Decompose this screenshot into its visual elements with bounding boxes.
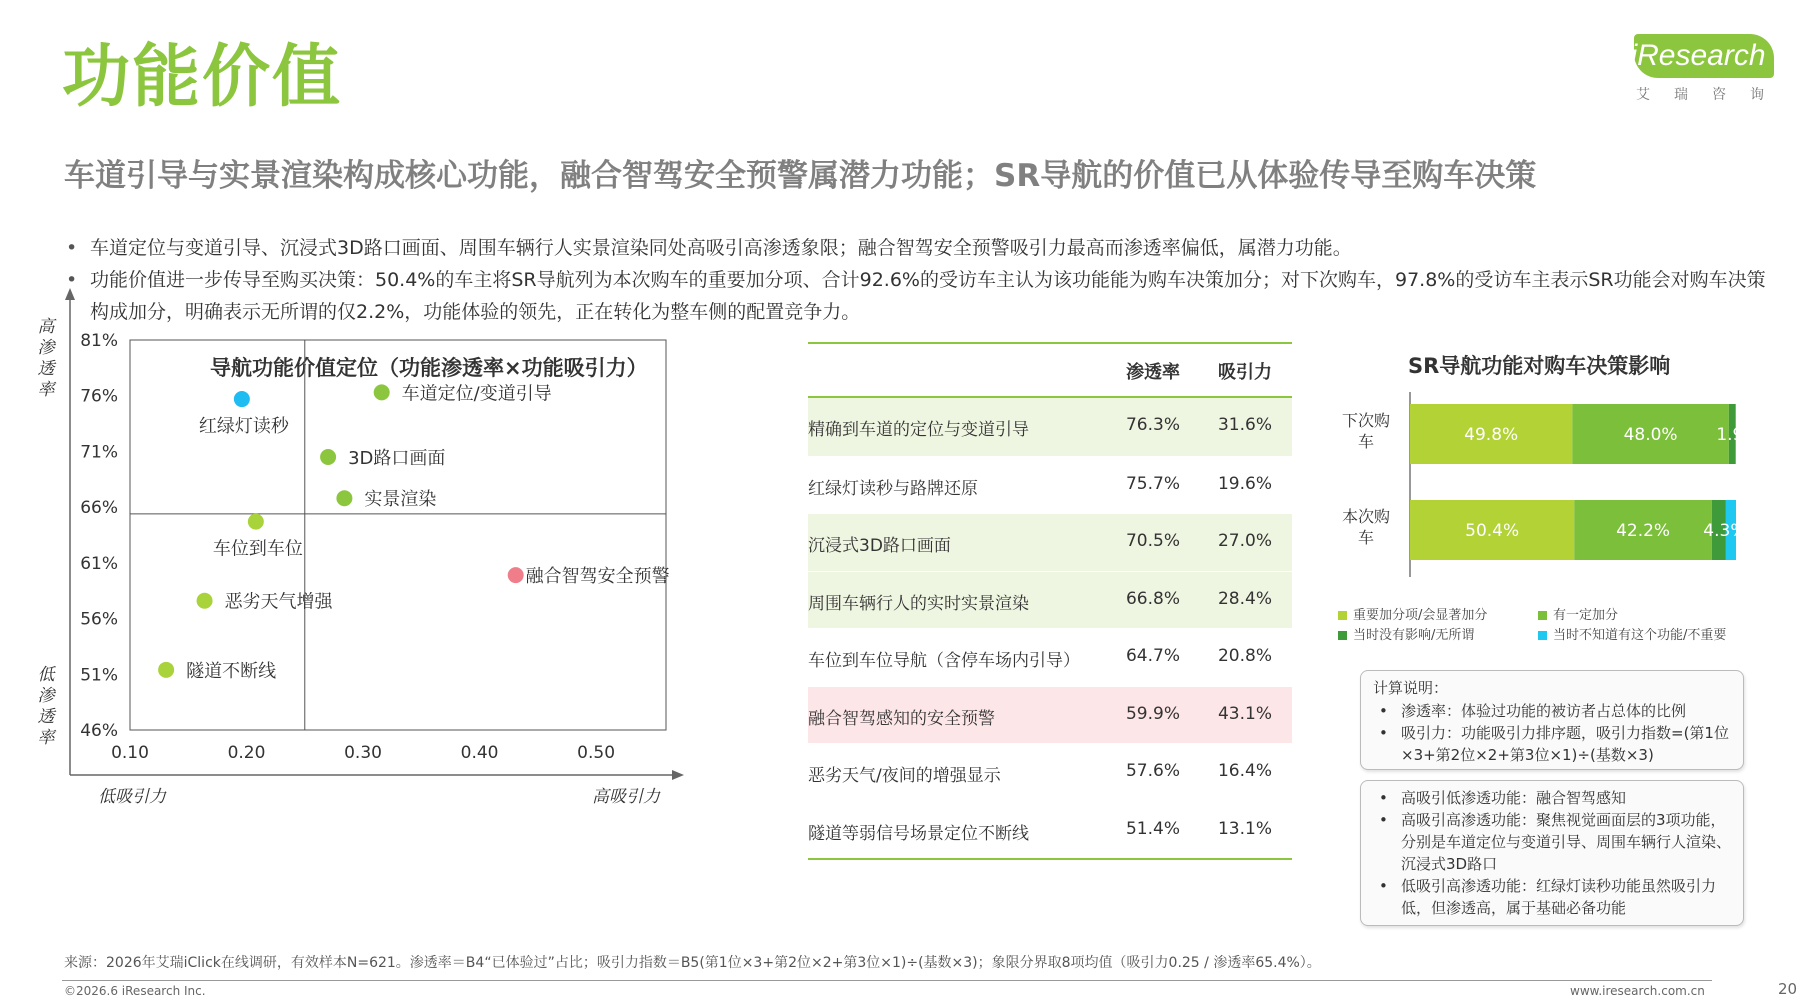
y-tick-label: 56%: [80, 609, 118, 630]
header-attraction: 吸引力: [1218, 362, 1272, 383]
bar-value-label: 49.8%: [1464, 425, 1519, 445]
point-label: 恶劣天气增强: [224, 591, 333, 613]
calc-note-box: [1360, 670, 1744, 770]
table-row: [808, 801, 1292, 859]
x-label-low: 低吸引力: [98, 787, 166, 807]
feature-table: [808, 342, 1292, 860]
data-point: [234, 391, 250, 407]
legend-swatch: [1338, 631, 1347, 640]
attraction-cell: 16.4%: [1217, 761, 1272, 781]
penetration-cell: 75.7%: [1125, 473, 1180, 494]
data-point: [320, 449, 336, 465]
y-tick-label: 71%: [80, 442, 118, 463]
data-point: [197, 593, 213, 609]
feature-name-cell: 红绿灯读秒与路牌还原: [808, 478, 978, 499]
point-label: 车道定位/变道引导: [401, 383, 552, 405]
calc-note-title: 计算说明：: [1373, 679, 1449, 697]
legend-label: 当时没有影响/无所谓: [1353, 628, 1475, 643]
page-subtitle: 车道引导与实景渲染构成核心功能，融合智驾安全预警属潜力功能；SR导航的价值已从体验传导至购车决策: [64, 158, 1537, 194]
table-row: [808, 398, 1292, 456]
feature-name-cell: 车位到车位导航（含停车场内引导）: [808, 651, 1080, 671]
data-point: [508, 567, 524, 583]
calc-note-item: • 渗透率：体验过功能的被访者占总体的比例: [1373, 700, 1733, 722]
table-row: [808, 571, 1292, 629]
bullet-item: • 车道定位与变道引导、沉浸式3D路口画面、周围车辆行人实景渲染同处高吸引高渗透象限；融合智驾安全预警吸引力最高而渗透率偏低，属潜力功能。: [66, 232, 1766, 264]
axis-label-char: 渗: [37, 686, 55, 706]
table-row: [808, 456, 1292, 514]
legend-item: [1338, 604, 1487, 623]
logo-research: Research: [1637, 39, 1766, 72]
bar-category-label: 下次购: [1341, 411, 1391, 430]
penetration-cell: 59.9%: [1125, 703, 1180, 724]
quadrant-note-item: • 高吸引低渗透功能：融合智驾感知: [1373, 787, 1733, 809]
bar-value-label: 50.4%: [1465, 521, 1520, 541]
attraction-cell: 31.6%: [1217, 415, 1272, 435]
penetration-cell: 76.3%: [1125, 415, 1180, 435]
feature-name-cell: 隧道等弱信号场景定位不断线: [808, 823, 1029, 844]
scatter-chart-title: 导航功能价值定位（功能渗透率×功能吸引力）: [210, 356, 648, 380]
copyright: ©2026.6 iResearch Inc.: [64, 984, 206, 998]
header-penetration: 渗透率: [1126, 362, 1180, 383]
attraction-cell: 43.1%: [1217, 703, 1272, 724]
y-tick-label: 76%: [80, 386, 118, 407]
x-tick-label: 0.40: [460, 743, 499, 763]
table-bottom-rule: [808, 858, 1292, 860]
y-label-low: [38, 665, 58, 748]
source-note: 来源：2026年艾瑞iClick在线调研，有效样本N=621。渗透率＝B4“已体验过”占比；吸引力指数＝B5(第1位×3+第2位×2+第3位×1)÷(基数×3)；象限分界取8项均值（吸引力0.25 / 渗透率65.4%）。: [64, 955, 1321, 971]
point-label: 车位到车位: [212, 538, 303, 560]
footer-divider: [62, 980, 1712, 981]
axis-label-char: 渗: [37, 338, 55, 358]
y-tick-label: 81%: [80, 331, 118, 351]
legend-label: 重要加分项/会显著加分: [1353, 608, 1488, 623]
y-tick-label: 51%: [80, 665, 118, 686]
x-tick-label: 0.20: [227, 743, 266, 763]
y-tick-label: 46%: [80, 721, 118, 741]
penetration-cell: 70.5%: [1125, 531, 1180, 551]
bar-value-label: 1.9%: [1716, 425, 1760, 445]
y-label-high: [38, 317, 58, 400]
bar-value-label: 42.2%: [1616, 521, 1671, 541]
feature-name-cell: 恶劣天气/夜间的增强显示: [808, 766, 1001, 786]
axis-label-char: 率: [37, 380, 55, 400]
quadrant-note-item: • 低吸引高渗透功能：红绿灯读秒功能虽然吸引力低，但渗透高，属于基础必备功能: [1373, 875, 1733, 919]
point-label: 实景渲染: [364, 489, 437, 511]
legend-label: 有一定加分: [1553, 608, 1619, 623]
table-row: [808, 513, 1292, 571]
table-row: [808, 628, 1292, 686]
y-tick-label: 61%: [80, 553, 118, 574]
page-title: 功能价值: [62, 38, 343, 117]
bar-category-label: 本次购: [1341, 507, 1391, 526]
point-label: 融合智驾安全预警: [525, 566, 670, 588]
feature-name-cell: 精确到车道的定位与变道引导: [808, 420, 1029, 440]
axis-label-char: 低: [37, 665, 55, 685]
axis-label-char: 高: [37, 317, 55, 337]
penetration-cell: 57.6%: [1125, 761, 1180, 781]
penetration-cell: 66.8%: [1125, 588, 1180, 609]
x-label-high: 高吸引力: [592, 787, 660, 807]
legend-swatch: [1538, 611, 1547, 620]
bar-category-label: 车: [1357, 432, 1375, 451]
x-tick-label: 0.50: [577, 743, 616, 763]
penetration-cell: 64.7%: [1125, 646, 1180, 666]
data-point: [158, 662, 174, 678]
legend-item: [1538, 604, 1618, 623]
data-point: [248, 514, 264, 530]
table-row: [808, 686, 1292, 744]
table-header: [808, 344, 1292, 396]
iresearch-logo: [1622, 34, 1788, 104]
quadrant-note-box: [1360, 780, 1744, 926]
feature-name-cell: 沉浸式3D路口画面: [808, 536, 951, 556]
point-label: 3D路口画面: [348, 448, 446, 469]
attraction-cell: 20.8%: [1217, 646, 1272, 666]
axis-label-char: 透: [37, 359, 55, 379]
axis-label-char: 透: [37, 707, 55, 727]
feature-name-cell: 融合智驾感知的安全预警: [808, 708, 995, 729]
penetration-cell: 51.4%: [1125, 818, 1180, 839]
bar-value-label: 4.3%: [1703, 521, 1747, 541]
data-point: [374, 384, 390, 400]
calc-note-item: • 吸引力：功能吸引力排序题，吸引力指数=(第1位×3+第2位×2+第3位×1)÷(基数×3): [1373, 722, 1733, 766]
point-label: 红绿灯读秒: [198, 416, 289, 438]
legend-item: [1538, 624, 1726, 643]
y-tick-label: 66%: [80, 498, 118, 519]
x-tick-label: 0.10: [111, 743, 149, 763]
summary-bullets: [66, 232, 1766, 328]
legend-item: [1338, 624, 1474, 643]
table-row: [808, 743, 1292, 801]
logo-i: i: [1630, 39, 1638, 72]
logo-wordmark: [1622, 36, 1774, 76]
quadrant-note-item: • 高吸引高渗透功能：聚焦视觉画面层的3项功能，分别是车道定位与变道引导、周围车辆行人渲染、沉浸式3D路口: [1373, 809, 1733, 875]
bullet-item: • 功能价值进一步传导至购买决策：50.4%的车主将SR导航列为本次购车的重要加分项、合计92.6%的受访车主认为该功能能为购车决策加分；对下次购车，97.8%的受访车主表示SR功能会对购车决策构成加分，明确表示无所谓的仅2.2%，功能体验的领先，正在转化为整车侧的配置竞争力。: [66, 264, 1766, 328]
point-label: 隧道不断线: [186, 660, 277, 682]
x-tick-label: 0.30: [344, 743, 382, 763]
page-number: 20: [1778, 980, 1798, 998]
legend-swatch: [1338, 611, 1347, 620]
data-point: [336, 490, 352, 506]
bar-chart-title: SR导航功能对购车决策影响: [1408, 354, 1671, 378]
attraction-cell: 13.1%: [1217, 818, 1272, 839]
logo-chinese: 艾瑞咨询: [1636, 87, 1788, 103]
attraction-cell: 19.6%: [1217, 473, 1272, 494]
legend-label: 当时不知道有这个功能/不重要: [1553, 628, 1727, 643]
feature-name-cell: 周围车辆行人的实时实景渲染: [808, 593, 1029, 614]
legend-swatch: [1538, 631, 1547, 640]
bar-category-label: 车: [1357, 528, 1375, 547]
axis-label-char: 率: [37, 728, 55, 748]
table-body: [808, 398, 1292, 858]
attraction-cell: 27.0%: [1217, 531, 1272, 551]
x-axis-arrowhead: [672, 770, 684, 780]
bar-value-label: 48.0%: [1623, 425, 1678, 445]
attraction-cell: 28.4%: [1217, 588, 1272, 609]
website-link[interactable]: www.iresearch.com.cn: [1570, 984, 1705, 998]
